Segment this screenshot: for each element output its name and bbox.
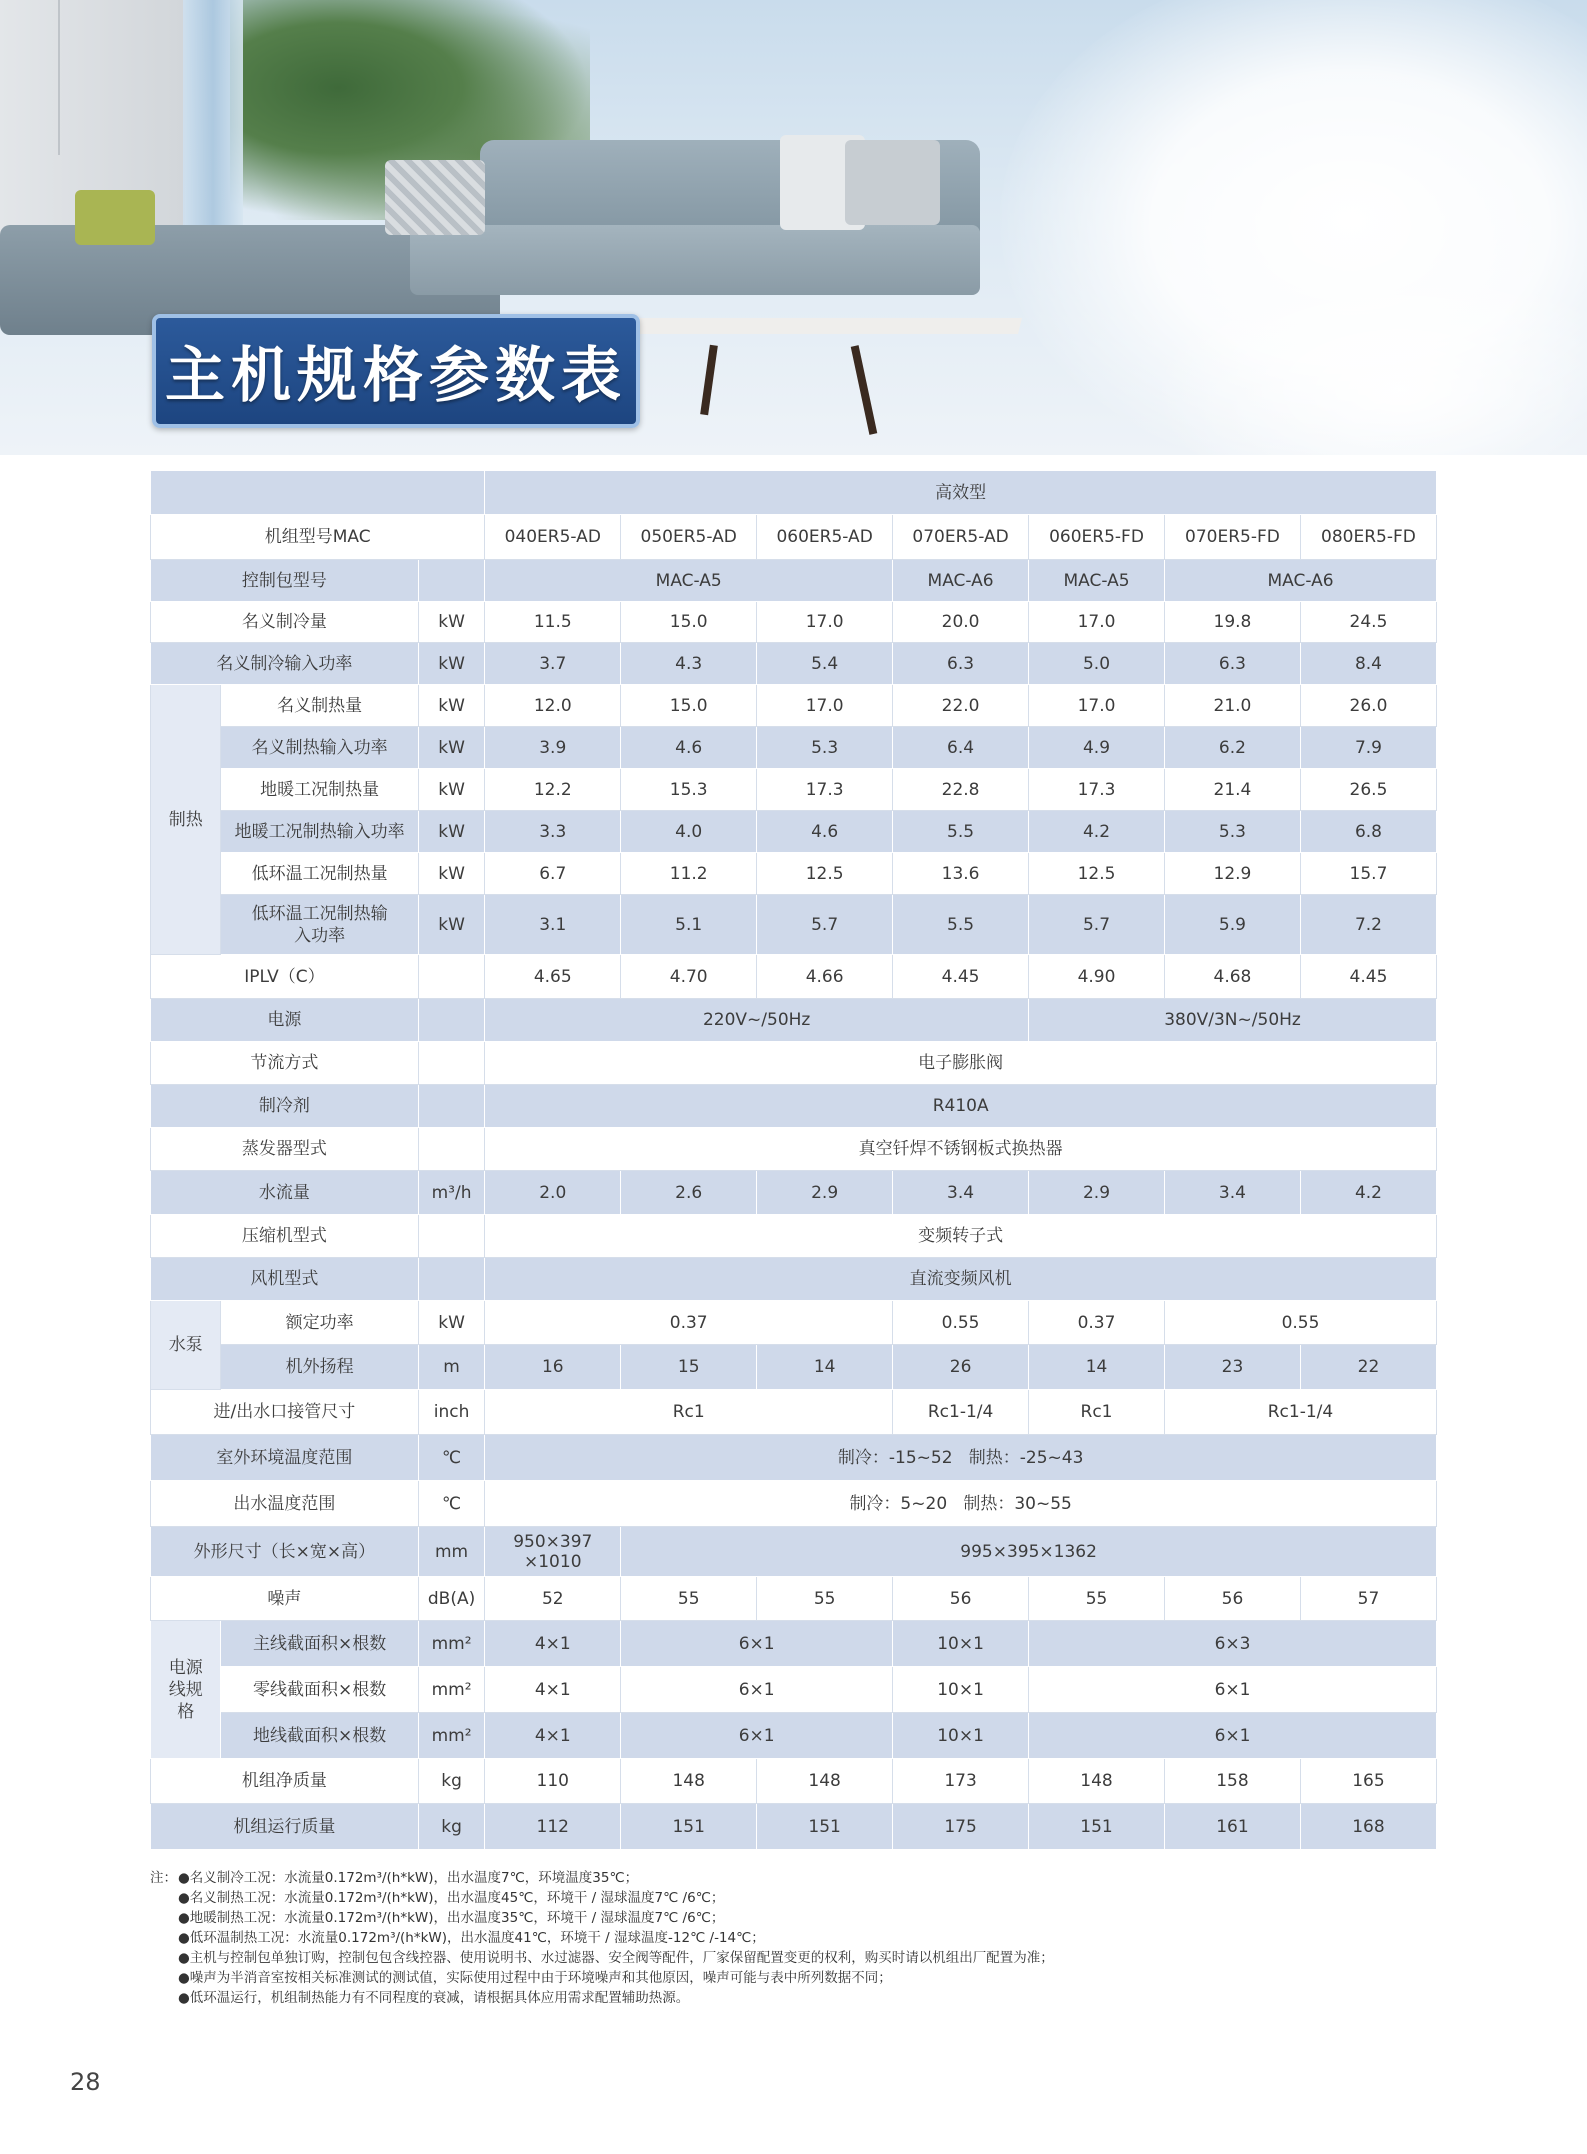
value-cell: 15.7: [1300, 853, 1436, 895]
value-cell: 173: [893, 1759, 1029, 1804]
table-row: [151, 955, 1437, 999]
value-cell: 6×3: [1029, 1621, 1437, 1667]
row-label: 噪声: [151, 1577, 419, 1621]
row-label: 水流量: [151, 1171, 419, 1215]
model-cell: 080ER5-FD: [1300, 515, 1436, 560]
value-cell: 6.3: [1164, 643, 1300, 685]
group-label-cable: 电源线规格: [151, 1621, 221, 1759]
value-cell: 4×1: [485, 1667, 621, 1713]
unit-cell: kW: [418, 602, 484, 643]
value-cell: 5.3: [757, 727, 893, 769]
value-cell: 10×1: [893, 1621, 1029, 1667]
table-row: [151, 1481, 1437, 1527]
value-cell: 真空钎焊不锈钢板式换热器: [485, 1128, 1437, 1171]
value-cell: 56: [893, 1577, 1029, 1621]
value-cell: 3.3: [485, 811, 621, 853]
row-label: 地暖工况制热输入功率: [221, 811, 418, 853]
value-cell: 17.3: [1029, 769, 1165, 811]
unit-cell: mm²: [418, 1621, 484, 1667]
table-row: [151, 1577, 1437, 1621]
table-row: [151, 685, 1437, 727]
notes-list: [150, 1868, 1450, 2008]
value-cell: MAC-A5: [1029, 560, 1165, 602]
unit-cell: kW: [418, 727, 484, 769]
row-label: 机外扬程: [221, 1345, 418, 1390]
value-cell: 11.2: [621, 853, 757, 895]
value-cell: 2.9: [757, 1171, 893, 1215]
value-cell: 4×1: [485, 1621, 621, 1667]
wall-line-decoration: [58, 0, 60, 155]
value-cell: 4.65: [485, 955, 621, 999]
value-cell: 2.6: [621, 1171, 757, 1215]
value-cell: 12.5: [1029, 853, 1165, 895]
value-cell: 55: [757, 1577, 893, 1621]
value-cell: 2.9: [1029, 1171, 1165, 1215]
value-cell: 4.3: [621, 643, 757, 685]
value-cell: 0.55: [1164, 1301, 1436, 1345]
value-cell: 17.0: [757, 685, 893, 727]
value-cell: 6×1: [1029, 1667, 1437, 1713]
value-cell: 6.7: [485, 853, 621, 895]
row-label: 电源: [151, 999, 419, 1042]
value-cell: 17.3: [757, 769, 893, 811]
value-cell: 变频转子式: [485, 1215, 1437, 1258]
table-row: [151, 560, 1437, 602]
row-label: 机组运行质量: [151, 1804, 419, 1850]
model-cell: 070ER5-FD: [1164, 515, 1300, 560]
row-label: 蒸发器型式: [151, 1128, 419, 1171]
value-cell: 6×1: [1029, 1713, 1437, 1759]
value-cell: 4.6: [621, 727, 757, 769]
value-cell: 148: [621, 1759, 757, 1804]
value-cell: 4.0: [621, 811, 757, 853]
group-label-pump: 水泵: [151, 1301, 221, 1390]
value-cell: 4.66: [757, 955, 893, 999]
table-row: [151, 1804, 1437, 1850]
value-cell: 56: [1164, 1577, 1300, 1621]
value-cell: 3.9: [485, 727, 621, 769]
value-cell: 161: [1164, 1804, 1300, 1850]
value-cell: 3.1: [485, 895, 621, 955]
value-cell: 4.45: [1300, 955, 1436, 999]
value-cell: 22.8: [893, 769, 1029, 811]
value-cell: 26.5: [1300, 769, 1436, 811]
model-cell: 060ER5-AD: [757, 515, 893, 560]
unit-cell: [418, 1258, 484, 1301]
value-cell: Rc1-1/4: [1164, 1390, 1436, 1435]
table-row: [151, 1621, 1437, 1667]
pillow-decoration: [845, 140, 940, 225]
value-cell: Rc1: [1029, 1390, 1165, 1435]
table-row: [151, 1759, 1437, 1804]
note-item: ●主机与控制包单独订购，控制包包含线控器、使用说明书、水过滤器、安全阀等配件，厂家保留配置变更的权利，购买时请以机组出厂配置为准；: [178, 1950, 1054, 1966]
value-cell: 57: [1300, 1577, 1436, 1621]
unit-cell: m³/h: [418, 1171, 484, 1215]
value-cell: 4.6: [757, 811, 893, 853]
value-cell: 17.0: [1029, 602, 1165, 643]
table-row: [151, 1042, 1437, 1085]
row-label: 压缩机型式: [151, 1215, 419, 1258]
value-cell: Rc1: [485, 1390, 893, 1435]
row-label: IPLV（C）: [151, 955, 419, 999]
page-number: 28: [70, 2068, 101, 2096]
value-cell: 8.4: [1300, 643, 1436, 685]
value-cell: 制冷：-15~52 制热：-25~43: [485, 1435, 1437, 1481]
value-cell: 175: [893, 1804, 1029, 1850]
row-label: 室外环境温度范围: [151, 1435, 419, 1481]
table-row: [151, 1128, 1437, 1171]
table-row: [151, 853, 1437, 895]
value-cell: 151: [1029, 1804, 1165, 1850]
unit-cell: ℃: [418, 1481, 484, 1527]
model-cell: 050ER5-AD: [621, 515, 757, 560]
header-blank-cell: [151, 471, 485, 515]
value-cell: 3.7: [485, 643, 621, 685]
value-cell: 52: [485, 1577, 621, 1621]
value-cell: 电子膨胀阀: [485, 1042, 1437, 1085]
value-cell: 11.5: [485, 602, 621, 643]
value-cell: 148: [757, 1759, 893, 1804]
unit-cell: [418, 560, 484, 602]
unit-cell: [418, 999, 484, 1042]
sofa-decoration: [410, 225, 980, 295]
group-label-heating: 制热: [151, 685, 221, 955]
row-label: 地暖工况制热量: [221, 769, 418, 811]
spec-table: [150, 470, 1437, 1850]
unit-cell: kW: [418, 853, 484, 895]
table-row: [151, 1215, 1437, 1258]
value-cell: 14: [1029, 1345, 1165, 1390]
unit-cell: kW: [418, 769, 484, 811]
note-item: ●名义制热工况：水流量0.172m³/(h*kW)，出水温度45℃，环境干 / 湿球温度7℃ /6℃；: [178, 1890, 725, 1906]
value-cell: MAC-A5: [485, 560, 893, 602]
value-cell: 5.9: [1164, 895, 1300, 955]
page-title: 主机规格参数表: [165, 341, 627, 411]
value-cell: 直流变频风机: [485, 1258, 1437, 1301]
table-row: [151, 602, 1437, 643]
value-cell: 22: [1300, 1345, 1436, 1390]
value-cell: 4×1: [485, 1713, 621, 1759]
table-row: [151, 1301, 1437, 1345]
value-cell: 5.7: [1029, 895, 1165, 955]
unit-cell: kg: [418, 1759, 484, 1804]
value-cell: 950×397 ×1010: [485, 1527, 621, 1577]
unit-cell: kg: [418, 1804, 484, 1850]
value-cell: 15.0: [621, 602, 757, 643]
table-row: [151, 811, 1437, 853]
row-label: 零线截面积×根数: [221, 1667, 418, 1713]
unit-cell: kW: [418, 1301, 484, 1345]
value-cell: 5.7: [757, 895, 893, 955]
value-cell: 6.2: [1164, 727, 1300, 769]
table-row: [151, 727, 1437, 769]
value-cell: 13.6: [893, 853, 1029, 895]
value-cell: Rc1-1/4: [893, 1390, 1029, 1435]
value-cell: 158: [1164, 1759, 1300, 1804]
value-cell: 16: [485, 1345, 621, 1390]
value-cell: 151: [621, 1804, 757, 1850]
table-leg-decoration: [851, 345, 878, 435]
value-cell: 2.0: [485, 1171, 621, 1215]
table-row: [151, 643, 1437, 685]
unit-cell: [418, 1085, 484, 1128]
value-cell: 380V/3N~/50Hz: [1029, 999, 1437, 1042]
note-item: ●名义制冷工况：水流量0.172m³/(h*kW)，出水温度7℃，环境温度35℃；: [178, 1870, 639, 1886]
value-cell: 10×1: [893, 1667, 1029, 1713]
table-row: [151, 471, 1437, 515]
note-item: ●低环温制热工况：水流量0.172m³/(h*kW)，出水温度41℃，环境干 / 湿球温度-12℃ /-14℃；: [178, 1930, 765, 1946]
model-cell: 040ER5-AD: [485, 515, 621, 560]
value-cell: 5.0: [1029, 643, 1165, 685]
row-label: 低环温工况制热输入功率: [221, 895, 418, 955]
table-row: [151, 515, 1437, 560]
value-cell: 995×395×1362: [621, 1527, 1437, 1577]
value-cell: 5.1: [621, 895, 757, 955]
unit-cell: mm: [418, 1527, 484, 1577]
row-label: 机组型号MAC: [151, 515, 485, 560]
table-row: [151, 1527, 1437, 1577]
table-row: [151, 769, 1437, 811]
value-cell: 4.70: [621, 955, 757, 999]
unit-cell: inch: [418, 1390, 484, 1435]
value-cell: 7.2: [1300, 895, 1436, 955]
row-label: 出水温度范围: [151, 1481, 419, 1527]
value-cell: 5.4: [757, 643, 893, 685]
value-cell: 12.0: [485, 685, 621, 727]
value-cell: 165: [1300, 1759, 1436, 1804]
row-label: 低环温工况制热量: [221, 853, 418, 895]
value-cell: 14: [757, 1345, 893, 1390]
value-cell: 151: [757, 1804, 893, 1850]
row-label: 控制包型号: [151, 560, 419, 602]
value-cell: 12.9: [1164, 853, 1300, 895]
value-cell: 148: [1029, 1759, 1165, 1804]
value-cell: 17.0: [757, 602, 893, 643]
curtain-decoration: [183, 0, 243, 240]
pillow-decoration: [385, 160, 485, 235]
value-cell: 6×1: [621, 1713, 893, 1759]
row-label: 地线截面积×根数: [221, 1713, 418, 1759]
value-cell: 12.2: [485, 769, 621, 811]
model-cell: 070ER5-AD: [893, 515, 1029, 560]
value-cell: 0.37: [485, 1301, 893, 1345]
value-cell: 55: [1029, 1577, 1165, 1621]
unit-cell: ℃: [418, 1435, 484, 1481]
row-label: 制冷剂: [151, 1085, 419, 1128]
unit-cell: [418, 1215, 484, 1258]
value-cell: 20.0: [893, 602, 1029, 643]
unit-cell: [418, 1128, 484, 1171]
unit-cell: [418, 1042, 484, 1085]
row-label: 外形尺寸（长×宽×高）: [151, 1527, 419, 1577]
value-cell: 4.45: [893, 955, 1029, 999]
unit-cell: kW: [418, 895, 484, 955]
value-cell: 3.4: [1164, 1171, 1300, 1215]
unit-cell: mm²: [418, 1713, 484, 1759]
table-row: [151, 1258, 1437, 1301]
value-cell: 6.4: [893, 727, 1029, 769]
note-item: ●地暖制热工况：水流量0.172m³/(h*kW)，出水温度35℃，环境干 / 湿球温度7℃ /6℃；: [178, 1910, 725, 1926]
value-cell: 6×1: [621, 1621, 893, 1667]
value-cell: 4.9: [1029, 727, 1165, 769]
row-label: 进/出水口接管尺寸: [151, 1390, 419, 1435]
value-cell: 0.37: [1029, 1301, 1165, 1345]
value-cell: 4.68: [1164, 955, 1300, 999]
value-cell: 10×1: [893, 1713, 1029, 1759]
value-cell: 6.3: [893, 643, 1029, 685]
coffee-table-decoration: [598, 318, 1022, 334]
table-row: [151, 1171, 1437, 1215]
row-label: 风机型式: [151, 1258, 419, 1301]
value-cell: 6.8: [1300, 811, 1436, 853]
value-cell: 15.0: [621, 685, 757, 727]
value-cell: 3.4: [893, 1171, 1029, 1215]
value-cell: 7.9: [1300, 727, 1436, 769]
value-cell: 110: [485, 1759, 621, 1804]
value-cell: MAC-A6: [893, 560, 1029, 602]
value-cell: R410A: [485, 1085, 1437, 1128]
row-label: 额定功率: [221, 1301, 418, 1345]
unit-cell: kW: [418, 811, 484, 853]
value-cell: 4.2: [1300, 1171, 1436, 1215]
value-cell: 23: [1164, 1345, 1300, 1390]
unit-cell: m: [418, 1345, 484, 1390]
table-row: [151, 999, 1437, 1042]
note-item: ●低环温运行，机组制热能力有不同程度的衰减，请根据具体应用需求配置辅助热源。: [178, 1990, 690, 2006]
row-label: 机组净质量: [151, 1759, 419, 1804]
table-row: [151, 895, 1437, 955]
value-cell: 4.2: [1029, 811, 1165, 853]
table-row: [151, 1435, 1437, 1481]
value-cell: 55: [621, 1577, 757, 1621]
value-cell: 0.55: [893, 1301, 1029, 1345]
value-cell: 6×1: [621, 1667, 893, 1713]
row-label: 节流方式: [151, 1042, 419, 1085]
model-cell: 060ER5-FD: [1029, 515, 1165, 560]
value-cell: 220V~/50Hz: [485, 999, 1029, 1042]
row-label: 名义制冷量: [151, 602, 419, 643]
row-label: 名义制热输入功率: [221, 727, 418, 769]
value-cell: 168: [1300, 1804, 1436, 1850]
table-row: [151, 1713, 1437, 1759]
table-row: [151, 1345, 1437, 1390]
unit-cell: kW: [418, 685, 484, 727]
value-cell: 21.4: [1164, 769, 1300, 811]
unit-cell: kW: [418, 643, 484, 685]
value-cell: 4.90: [1029, 955, 1165, 999]
table-row: [151, 1667, 1437, 1713]
footnotes: [150, 1868, 1450, 2008]
unit-cell: dB(A): [418, 1577, 484, 1621]
value-cell: 5.5: [893, 811, 1029, 853]
value-cell: 5.5: [893, 895, 1029, 955]
value-cell: 26: [893, 1345, 1029, 1390]
value-cell: 26.0: [1300, 685, 1436, 727]
pillow-decoration: [75, 190, 155, 245]
value-cell: 15: [621, 1345, 757, 1390]
note-item: ●噪声为半消音室按相关标准测试的测试值，实际使用过程中由于环境噪声和其他原因，噪声可能与表中所列数据不同；: [178, 1970, 892, 1986]
unit-cell: [418, 955, 484, 999]
row-label: 名义制热量: [221, 685, 418, 727]
unit-cell: mm²: [418, 1667, 484, 1713]
value-cell: 24.5: [1300, 602, 1436, 643]
table-leg-decoration: [700, 345, 718, 415]
table-row: [151, 1390, 1437, 1435]
value-cell: MAC-A6: [1164, 560, 1436, 602]
value-cell: 15.3: [621, 769, 757, 811]
value-cell: 19.8: [1164, 602, 1300, 643]
value-cell: 制冷：5~20 制热：30~55: [485, 1481, 1437, 1527]
value-cell: 5.3: [1164, 811, 1300, 853]
series-header: 高效型: [485, 471, 1437, 515]
value-cell: 12.5: [757, 853, 893, 895]
row-label: 主线截面积×根数: [221, 1621, 418, 1667]
page-title-banner: [152, 314, 640, 428]
notes-label: 注：: [150, 1870, 177, 1886]
row-label: 名义制冷输入功率: [151, 643, 419, 685]
table-row: [151, 1085, 1437, 1128]
value-cell: 112: [485, 1804, 621, 1850]
value-cell: 17.0: [1029, 685, 1165, 727]
value-cell: 22.0: [893, 685, 1029, 727]
value-cell: 21.0: [1164, 685, 1300, 727]
